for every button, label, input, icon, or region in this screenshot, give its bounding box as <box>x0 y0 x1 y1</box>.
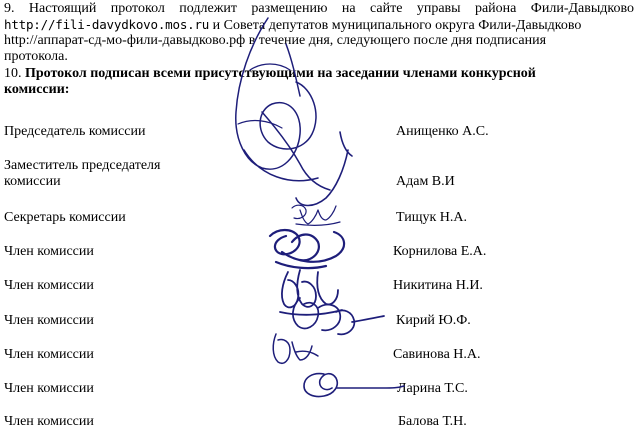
member-row-4 <box>0 244 638 260</box>
member-row-8 <box>0 381 638 397</box>
member-row-5 <box>0 278 638 294</box>
member-name: Адам В.И <box>396 174 455 189</box>
member-role: Член комиссии <box>4 278 94 293</box>
paragraph-9-line-2-text: и Совета депутатов муниципального округа Фили-Давыдково <box>209 18 582 33</box>
district-website-link[interactable]: http://fili-davydkovo.mos.ru <box>4 17 210 32</box>
paragraph-10-line-2 <box>4 82 634 98</box>
member-row-secretary <box>0 210 638 226</box>
paragraph-9-line-2 <box>4 17 634 33</box>
member-name: Анищенко А.С. <box>396 124 489 139</box>
member-role: Секретарь комиссии <box>4 210 126 225</box>
member-role: Член комиссии <box>4 244 94 259</box>
council-website-link[interactable]: http://аппарат-сд-мо-фили-давыдково.рф <box>4 33 246 48</box>
member-role: Член комиссии <box>4 414 94 429</box>
member-role: Член комиссии <box>4 381 94 396</box>
paragraph-10-line-1 <box>4 66 634 82</box>
paragraph-10-bold-line-1: Протокол подписан всеми присутствующими на заседании членами конкурсной <box>25 66 536 81</box>
member-role: Член комиссии <box>4 313 94 328</box>
member-name: Никитина Н.И. <box>393 278 483 293</box>
paragraph-9-line-1: 9. Настоящий протокол подлежит размещению на сайте управы района Фили-Давыдково <box>4 1 634 16</box>
paragraph-10 <box>4 66 634 98</box>
member-row-6 <box>0 313 638 329</box>
member-row-7 <box>0 347 638 363</box>
paragraph-9 <box>4 1 634 65</box>
member-role: Заместитель председателя <box>4 158 161 173</box>
member-row-deputy-chairman <box>0 158 638 174</box>
member-name: Савинова Н.А. <box>393 347 481 362</box>
paragraph-9-line-3-text: в течение дня, следующего после дня подписания <box>245 33 547 48</box>
member-name: Корнилова Е.А. <box>393 244 487 259</box>
paragraph-9-line-4: протокола. <box>4 49 68 64</box>
paragraph-9-line-3 <box>4 33 634 49</box>
member-name: Балова Т.Н. <box>398 414 467 429</box>
paragraph-10-bold-line-2: комиссии: <box>4 82 70 97</box>
member-role: Председатель комиссии <box>4 124 146 139</box>
member-name: Ларина Т.С. <box>397 381 468 396</box>
member-role: Член комиссии <box>4 347 94 362</box>
member-row-chairman <box>0 124 638 140</box>
member-name: Тищук Н.А. <box>396 210 467 225</box>
paragraph-10-number: 10. <box>4 66 22 81</box>
member-row-deputy-chairman-cont <box>0 174 638 190</box>
member-row-9 <box>0 414 638 430</box>
member-name: Кирий Ю.Ф. <box>396 313 471 328</box>
member-role-continued: комиссии <box>4 174 61 189</box>
